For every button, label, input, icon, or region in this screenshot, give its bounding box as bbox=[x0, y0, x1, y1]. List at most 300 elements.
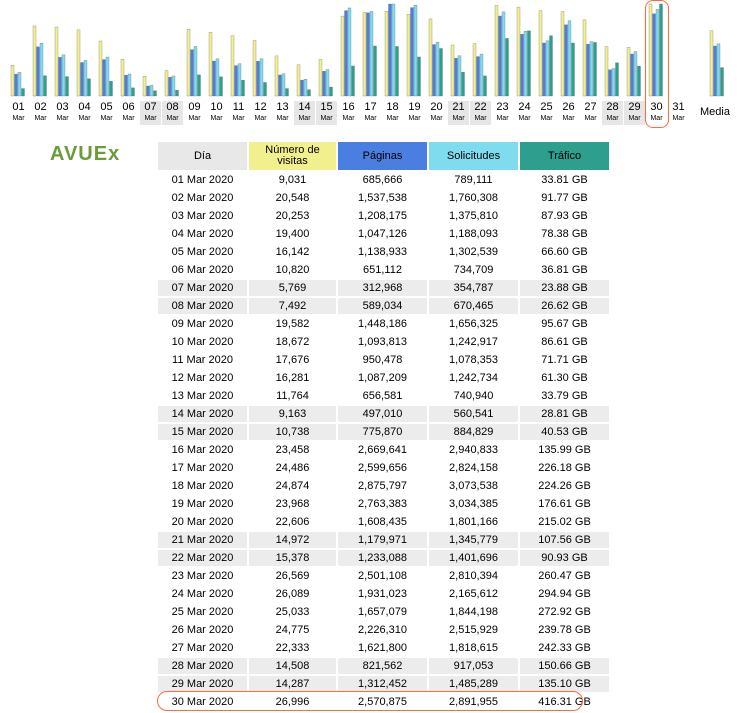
cell-hits: 2,515,929 bbox=[429, 622, 518, 638]
bar-pages bbox=[499, 16, 502, 96]
bar-traffic bbox=[66, 77, 69, 96]
bar-pages bbox=[411, 8, 414, 96]
day-number: 05 bbox=[100, 101, 113, 113]
cell-pages: 589,034 bbox=[338, 298, 427, 314]
bar-hits bbox=[414, 5, 417, 96]
day-label bbox=[668, 101, 689, 125]
day-month: Mar bbox=[210, 115, 223, 122]
cell-hits: 2,810,394 bbox=[429, 568, 518, 584]
cell-visits: 14,287 bbox=[249, 676, 336, 692]
day-month: Mar bbox=[650, 115, 663, 122]
bar-pages bbox=[191, 50, 194, 96]
cell-traffic: 135.10 GB bbox=[520, 676, 609, 692]
cell-visits: 15,378 bbox=[249, 550, 336, 566]
table-body bbox=[158, 172, 609, 710]
day-number: 20 bbox=[430, 101, 443, 113]
cell-hits: 1,844,198 bbox=[429, 604, 518, 620]
cell-day: 09 Mar 2020 bbox=[158, 316, 247, 332]
cell-visits: 16,281 bbox=[249, 370, 336, 386]
cell-hits: 740,940 bbox=[429, 388, 518, 404]
bar-pages bbox=[279, 75, 282, 96]
day-label bbox=[162, 101, 183, 125]
cell-traffic: 23.88 GB bbox=[520, 280, 609, 296]
table-row bbox=[158, 460, 609, 476]
cell-visits: 22,333 bbox=[249, 640, 336, 656]
day-label bbox=[228, 101, 249, 125]
day-number: 06 bbox=[122, 101, 135, 113]
table-row bbox=[158, 370, 609, 386]
cell-day: 24 Mar 2020 bbox=[158, 586, 247, 602]
header-hits: Solicitudes bbox=[429, 142, 518, 170]
bar-pages bbox=[609, 70, 612, 96]
cell-visits: 26,569 bbox=[249, 568, 336, 584]
cell-hits: 1,760,308 bbox=[429, 190, 518, 206]
day-number: 10 bbox=[210, 101, 223, 113]
bar-visits bbox=[209, 32, 212, 96]
day-number: 02 bbox=[34, 101, 47, 113]
day-number: 01 bbox=[12, 101, 25, 113]
cell-traffic: 40.53 GB bbox=[520, 424, 609, 440]
table-row bbox=[158, 262, 609, 278]
bar-pages bbox=[543, 43, 546, 96]
day-number: 16 bbox=[342, 101, 355, 113]
day-month: Mar bbox=[672, 115, 685, 122]
cell-traffic: 28.81 GB bbox=[520, 406, 609, 422]
day-month: Mar bbox=[232, 115, 245, 122]
day-number: 29 bbox=[628, 101, 641, 113]
day-month: Mar bbox=[606, 115, 619, 122]
bar-hits bbox=[348, 8, 351, 96]
day-label bbox=[52, 101, 73, 125]
table-row bbox=[158, 298, 609, 314]
bar-hits bbox=[304, 79, 307, 96]
cell-pages: 1,621,800 bbox=[338, 640, 427, 656]
cell-visits: 7,492 bbox=[249, 298, 336, 314]
cell-visits: 19,582 bbox=[249, 316, 336, 332]
bar-pages bbox=[631, 54, 634, 96]
day-label bbox=[646, 101, 667, 125]
daily-bar-chart bbox=[0, 0, 740, 130]
cell-traffic: 86.61 GB bbox=[520, 334, 609, 350]
bar-hits bbox=[480, 54, 483, 96]
bar-traffic bbox=[528, 31, 531, 96]
cell-visits: 14,972 bbox=[249, 532, 336, 548]
bar-hits bbox=[194, 46, 197, 96]
cell-traffic: 176.61 GB bbox=[520, 496, 609, 512]
day-label bbox=[492, 101, 513, 125]
day-label bbox=[140, 101, 161, 125]
cell-visits: 26,996 bbox=[249, 694, 336, 710]
bar-traffic bbox=[242, 80, 245, 96]
cell-day: 06 Mar 2020 bbox=[158, 262, 247, 278]
bar-hits bbox=[172, 76, 175, 96]
day-month: Mar bbox=[78, 115, 91, 122]
bar-pages bbox=[521, 34, 524, 96]
day-month: Mar bbox=[298, 115, 311, 122]
cell-day: 20 Mar 2020 bbox=[158, 514, 247, 530]
header-pages: Páginas bbox=[338, 142, 427, 170]
cell-pages: 1,312,452 bbox=[338, 676, 427, 692]
cell-pages: 2,501,108 bbox=[338, 568, 427, 584]
cell-pages: 1,208,175 bbox=[338, 208, 427, 224]
cell-traffic: 95.67 GB bbox=[520, 316, 609, 332]
table-row bbox=[158, 334, 609, 350]
cell-hits: 1,302,539 bbox=[429, 244, 518, 260]
bar-hits bbox=[436, 42, 439, 96]
bar-hits bbox=[216, 59, 219, 96]
day-number: 23 bbox=[496, 101, 509, 113]
day-label bbox=[404, 101, 425, 125]
table-row bbox=[158, 514, 609, 530]
cell-day: 27 Mar 2020 bbox=[158, 640, 247, 656]
table-row bbox=[158, 244, 609, 260]
cell-hits: 1,242,734 bbox=[429, 370, 518, 386]
bar-visits bbox=[710, 31, 713, 96]
day-number: 31 bbox=[672, 101, 685, 113]
cell-traffic: 242.33 GB bbox=[520, 640, 609, 656]
cell-visits: 10,820 bbox=[249, 262, 336, 278]
day-number: 09 bbox=[188, 101, 201, 113]
cell-hits: 1,401,696 bbox=[429, 550, 518, 566]
day-label bbox=[206, 101, 227, 125]
cell-day: 12 Mar 2020 bbox=[158, 370, 247, 386]
day-label bbox=[514, 101, 535, 125]
cell-traffic: 78.38 GB bbox=[520, 226, 609, 242]
cell-visits: 25,033 bbox=[249, 604, 336, 620]
cell-day: 23 Mar 2020 bbox=[158, 568, 247, 584]
cell-visits: 22,606 bbox=[249, 514, 336, 530]
cell-day: 25 Mar 2020 bbox=[158, 604, 247, 620]
day-label bbox=[536, 101, 557, 125]
cell-traffic: 61.30 GB bbox=[520, 370, 609, 386]
cell-day: 29 Mar 2020 bbox=[158, 676, 247, 692]
table-row bbox=[158, 550, 609, 566]
cell-hits: 789,111 bbox=[429, 172, 518, 188]
table-row bbox=[158, 586, 609, 602]
day-label bbox=[448, 101, 469, 125]
cell-pages: 656,581 bbox=[338, 388, 427, 404]
bar-hits bbox=[40, 43, 43, 96]
day-number: 26 bbox=[562, 101, 575, 113]
bar-hits bbox=[568, 21, 571, 96]
cell-hits: 2,824,158 bbox=[429, 460, 518, 476]
day-label bbox=[602, 101, 623, 125]
cell-visits: 24,874 bbox=[249, 478, 336, 494]
day-month: Mar bbox=[364, 115, 377, 122]
table-row bbox=[158, 568, 609, 584]
cell-hits: 734,709 bbox=[429, 262, 518, 278]
cell-day: 11 Mar 2020 bbox=[158, 352, 247, 368]
bar-hits bbox=[62, 55, 65, 96]
day-label bbox=[558, 101, 579, 125]
bar-pages bbox=[367, 13, 370, 96]
bar-traffic bbox=[132, 88, 135, 96]
table-row bbox=[158, 604, 609, 620]
cell-visits: 10,738 bbox=[249, 424, 336, 440]
cell-traffic: 294.94 GB bbox=[520, 586, 609, 602]
cell-pages: 685,666 bbox=[338, 172, 427, 188]
cell-pages: 821,562 bbox=[338, 658, 427, 674]
bar-hits bbox=[128, 74, 131, 96]
bar-visits bbox=[275, 56, 278, 96]
bar-hits bbox=[84, 60, 87, 96]
cell-hits: 354,787 bbox=[429, 280, 518, 296]
avuex-logo: AVUEx bbox=[50, 143, 121, 165]
table-row bbox=[158, 496, 609, 512]
header-visits: Número de visitas bbox=[249, 142, 336, 170]
day-label bbox=[316, 101, 337, 125]
cell-pages: 1,657,079 bbox=[338, 604, 427, 620]
cell-hits: 2,165,612 bbox=[429, 586, 518, 602]
table-row bbox=[158, 406, 609, 422]
cell-day: 04 Mar 2020 bbox=[158, 226, 247, 242]
day-month: Mar bbox=[408, 115, 421, 122]
cell-traffic: 260.47 GB bbox=[520, 568, 609, 584]
bar-traffic bbox=[440, 48, 443, 96]
bar-visits bbox=[429, 19, 432, 96]
bar-pages bbox=[345, 11, 348, 96]
cell-traffic: 272.92 GB bbox=[520, 604, 609, 620]
cell-traffic: 71.71 GB bbox=[520, 352, 609, 368]
bar-pages bbox=[455, 58, 458, 96]
table-row bbox=[158, 424, 609, 440]
day-number: 24 bbox=[518, 101, 531, 113]
table-row bbox=[158, 316, 609, 332]
highlight-row-30-marker bbox=[157, 691, 583, 711]
bar-traffic bbox=[396, 46, 399, 96]
bar-hits bbox=[458, 56, 461, 96]
cell-pages: 950,478 bbox=[338, 352, 427, 368]
bar-pages bbox=[235, 66, 238, 96]
cell-day: 14 Mar 2020 bbox=[158, 406, 247, 422]
table-row bbox=[158, 532, 609, 548]
day-month: Mar bbox=[452, 115, 465, 122]
cell-pages: 1,179,971 bbox=[338, 532, 427, 548]
cell-pages: 312,968 bbox=[338, 280, 427, 296]
cell-pages: 2,570,875 bbox=[338, 694, 427, 710]
bar-traffic bbox=[638, 66, 641, 96]
bar-visits bbox=[297, 65, 300, 96]
day-label bbox=[184, 101, 205, 125]
day-label bbox=[426, 101, 447, 125]
cell-visits: 24,486 bbox=[249, 460, 336, 476]
day-month: Mar bbox=[518, 115, 531, 122]
cell-traffic: 36.81 GB bbox=[520, 262, 609, 278]
cell-traffic: 66.60 GB bbox=[520, 244, 609, 260]
bar-pages bbox=[714, 46, 717, 96]
bar-traffic bbox=[88, 79, 91, 96]
bar-visits bbox=[385, 11, 388, 96]
cell-traffic: 150.66 GB bbox=[520, 658, 609, 674]
bar-pages bbox=[15, 74, 18, 96]
bar-traffic bbox=[286, 89, 289, 96]
bar-visits bbox=[253, 41, 256, 96]
day-number: 19 bbox=[408, 101, 421, 113]
bar-hits bbox=[590, 42, 593, 96]
bar-visits bbox=[583, 20, 586, 96]
bar-visits bbox=[363, 13, 366, 96]
day-number: 13 bbox=[276, 101, 289, 113]
day-month: Mar bbox=[166, 115, 179, 122]
day-label bbox=[8, 101, 29, 125]
day-month: Mar bbox=[386, 115, 399, 122]
cell-day: 22 Mar 2020 bbox=[158, 550, 247, 566]
bar-pages bbox=[323, 71, 326, 96]
cell-day: 16 Mar 2020 bbox=[158, 442, 247, 458]
cell-hits: 560,541 bbox=[429, 406, 518, 422]
bar-traffic bbox=[110, 81, 113, 96]
cell-day: 28 Mar 2020 bbox=[158, 658, 247, 674]
day-month: Mar bbox=[496, 115, 509, 122]
table-row bbox=[158, 280, 609, 296]
cell-day: 15 Mar 2020 bbox=[158, 424, 247, 440]
bar-traffic bbox=[264, 82, 267, 96]
cell-visits: 9,031 bbox=[249, 172, 336, 188]
cell-visits: 5,769 bbox=[249, 280, 336, 296]
table-row bbox=[158, 640, 609, 656]
cell-pages: 1,931,023 bbox=[338, 586, 427, 602]
header-traffic: Tráfico bbox=[520, 142, 609, 170]
bar-traffic bbox=[352, 66, 355, 96]
cell-hits: 3,034,385 bbox=[429, 496, 518, 512]
bar-visits bbox=[121, 59, 124, 96]
day-number: 17 bbox=[364, 101, 377, 113]
table-row bbox=[158, 352, 609, 368]
bar-visits bbox=[77, 30, 80, 96]
bar-visits bbox=[165, 70, 168, 96]
day-label bbox=[294, 101, 315, 125]
cell-pages: 2,599,656 bbox=[338, 460, 427, 476]
cell-traffic: 90.93 GB bbox=[520, 550, 609, 566]
day-number: 22 bbox=[474, 101, 487, 113]
cell-day: 07 Mar 2020 bbox=[158, 280, 247, 296]
day-number: 08 bbox=[166, 101, 179, 113]
bar-traffic bbox=[550, 36, 553, 96]
table-row bbox=[158, 226, 609, 242]
cell-hits: 2,891,955 bbox=[429, 694, 518, 710]
day-number: 11 bbox=[232, 101, 245, 113]
bar-hits bbox=[106, 57, 109, 96]
cell-visits: 17,676 bbox=[249, 352, 336, 368]
cell-traffic: 26.62 GB bbox=[520, 298, 609, 314]
day-label bbox=[624, 101, 645, 125]
day-month: Mar bbox=[540, 115, 553, 122]
table-row bbox=[158, 442, 609, 458]
bar-traffic bbox=[418, 57, 421, 96]
cell-traffic: 87.93 GB bbox=[520, 208, 609, 224]
bar-pages bbox=[477, 57, 480, 96]
day-month: Mar bbox=[122, 115, 135, 122]
cell-pages: 1,047,126 bbox=[338, 226, 427, 242]
bar-traffic bbox=[462, 72, 465, 96]
bar-hits bbox=[260, 59, 263, 96]
cell-day: 30 Mar 2020 bbox=[158, 694, 247, 710]
table-row bbox=[158, 172, 609, 188]
day-number: 27 bbox=[584, 101, 597, 113]
cell-pages: 497,010 bbox=[338, 406, 427, 422]
day-label bbox=[74, 101, 95, 125]
bar-traffic bbox=[506, 38, 509, 96]
bar-hits bbox=[634, 52, 637, 96]
day-month: Mar bbox=[474, 115, 487, 122]
bar-visits bbox=[539, 11, 542, 96]
cell-day: 18 Mar 2020 bbox=[158, 478, 247, 494]
bar-pages bbox=[81, 63, 84, 96]
bar-hits bbox=[150, 85, 153, 96]
bar-visits bbox=[561, 12, 564, 96]
day-number: 28 bbox=[606, 101, 619, 113]
bar-visits bbox=[231, 36, 234, 96]
bar-traffic bbox=[308, 90, 311, 96]
day-month: Mar bbox=[144, 115, 157, 122]
cell-visits: 23,458 bbox=[249, 442, 336, 458]
day-month: Mar bbox=[276, 115, 289, 122]
cell-hits: 1,656,325 bbox=[429, 316, 518, 332]
table-row bbox=[158, 388, 609, 404]
day-number: 18 bbox=[386, 101, 399, 113]
cell-pages: 2,669,641 bbox=[338, 442, 427, 458]
bar-hits bbox=[392, 4, 395, 96]
cell-day: 08 Mar 2020 bbox=[158, 298, 247, 314]
header-day: Día bbox=[158, 142, 247, 170]
bar-traffic bbox=[44, 76, 47, 96]
cell-day: 01 Mar 2020 bbox=[158, 172, 247, 188]
cell-visits: 14,508 bbox=[249, 658, 336, 674]
bar-traffic bbox=[176, 90, 179, 96]
day-label bbox=[580, 101, 601, 125]
cell-traffic: 135.99 GB bbox=[520, 442, 609, 458]
table-header-row bbox=[158, 142, 609, 170]
bar-pages bbox=[301, 80, 304, 96]
cell-pages: 1,087,209 bbox=[338, 370, 427, 386]
cell-pages: 2,763,383 bbox=[338, 496, 427, 512]
cell-day: 13 Mar 2020 bbox=[158, 388, 247, 404]
cell-hits: 1,375,810 bbox=[429, 208, 518, 224]
day-label bbox=[338, 101, 359, 125]
table-row bbox=[158, 190, 609, 206]
bar-traffic bbox=[594, 42, 597, 96]
day-number: 21 bbox=[452, 101, 465, 113]
cell-visits: 24,775 bbox=[249, 622, 336, 638]
day-month: Mar bbox=[628, 115, 641, 122]
cell-traffic: 91.77 GB bbox=[520, 190, 609, 206]
day-label bbox=[30, 101, 51, 125]
day-label bbox=[96, 101, 117, 125]
bar-traffic bbox=[721, 68, 724, 96]
bar-visits bbox=[495, 5, 498, 96]
daily-stats-table bbox=[156, 140, 611, 712]
cell-hits: 3,073,538 bbox=[429, 478, 518, 494]
bar-visits bbox=[319, 59, 322, 96]
cell-hits: 670,465 bbox=[429, 298, 518, 314]
cell-day: 19 Mar 2020 bbox=[158, 496, 247, 512]
cell-traffic: 33.81 GB bbox=[520, 172, 609, 188]
cell-pages: 775,870 bbox=[338, 424, 427, 440]
day-number: 07 bbox=[144, 101, 157, 113]
bar-traffic bbox=[22, 89, 25, 96]
bar-traffic bbox=[198, 75, 201, 96]
day-month: Mar bbox=[100, 115, 113, 122]
bar-pages bbox=[147, 86, 150, 96]
cell-pages: 1,233,088 bbox=[338, 550, 427, 566]
cell-traffic: 107.56 GB bbox=[520, 532, 609, 548]
table-row bbox=[158, 208, 609, 224]
bar-visits bbox=[517, 7, 520, 96]
day-month: Mar bbox=[34, 115, 47, 122]
bar-visits bbox=[341, 16, 344, 96]
cell-pages: 1,448,186 bbox=[338, 316, 427, 332]
table-row bbox=[158, 658, 609, 674]
